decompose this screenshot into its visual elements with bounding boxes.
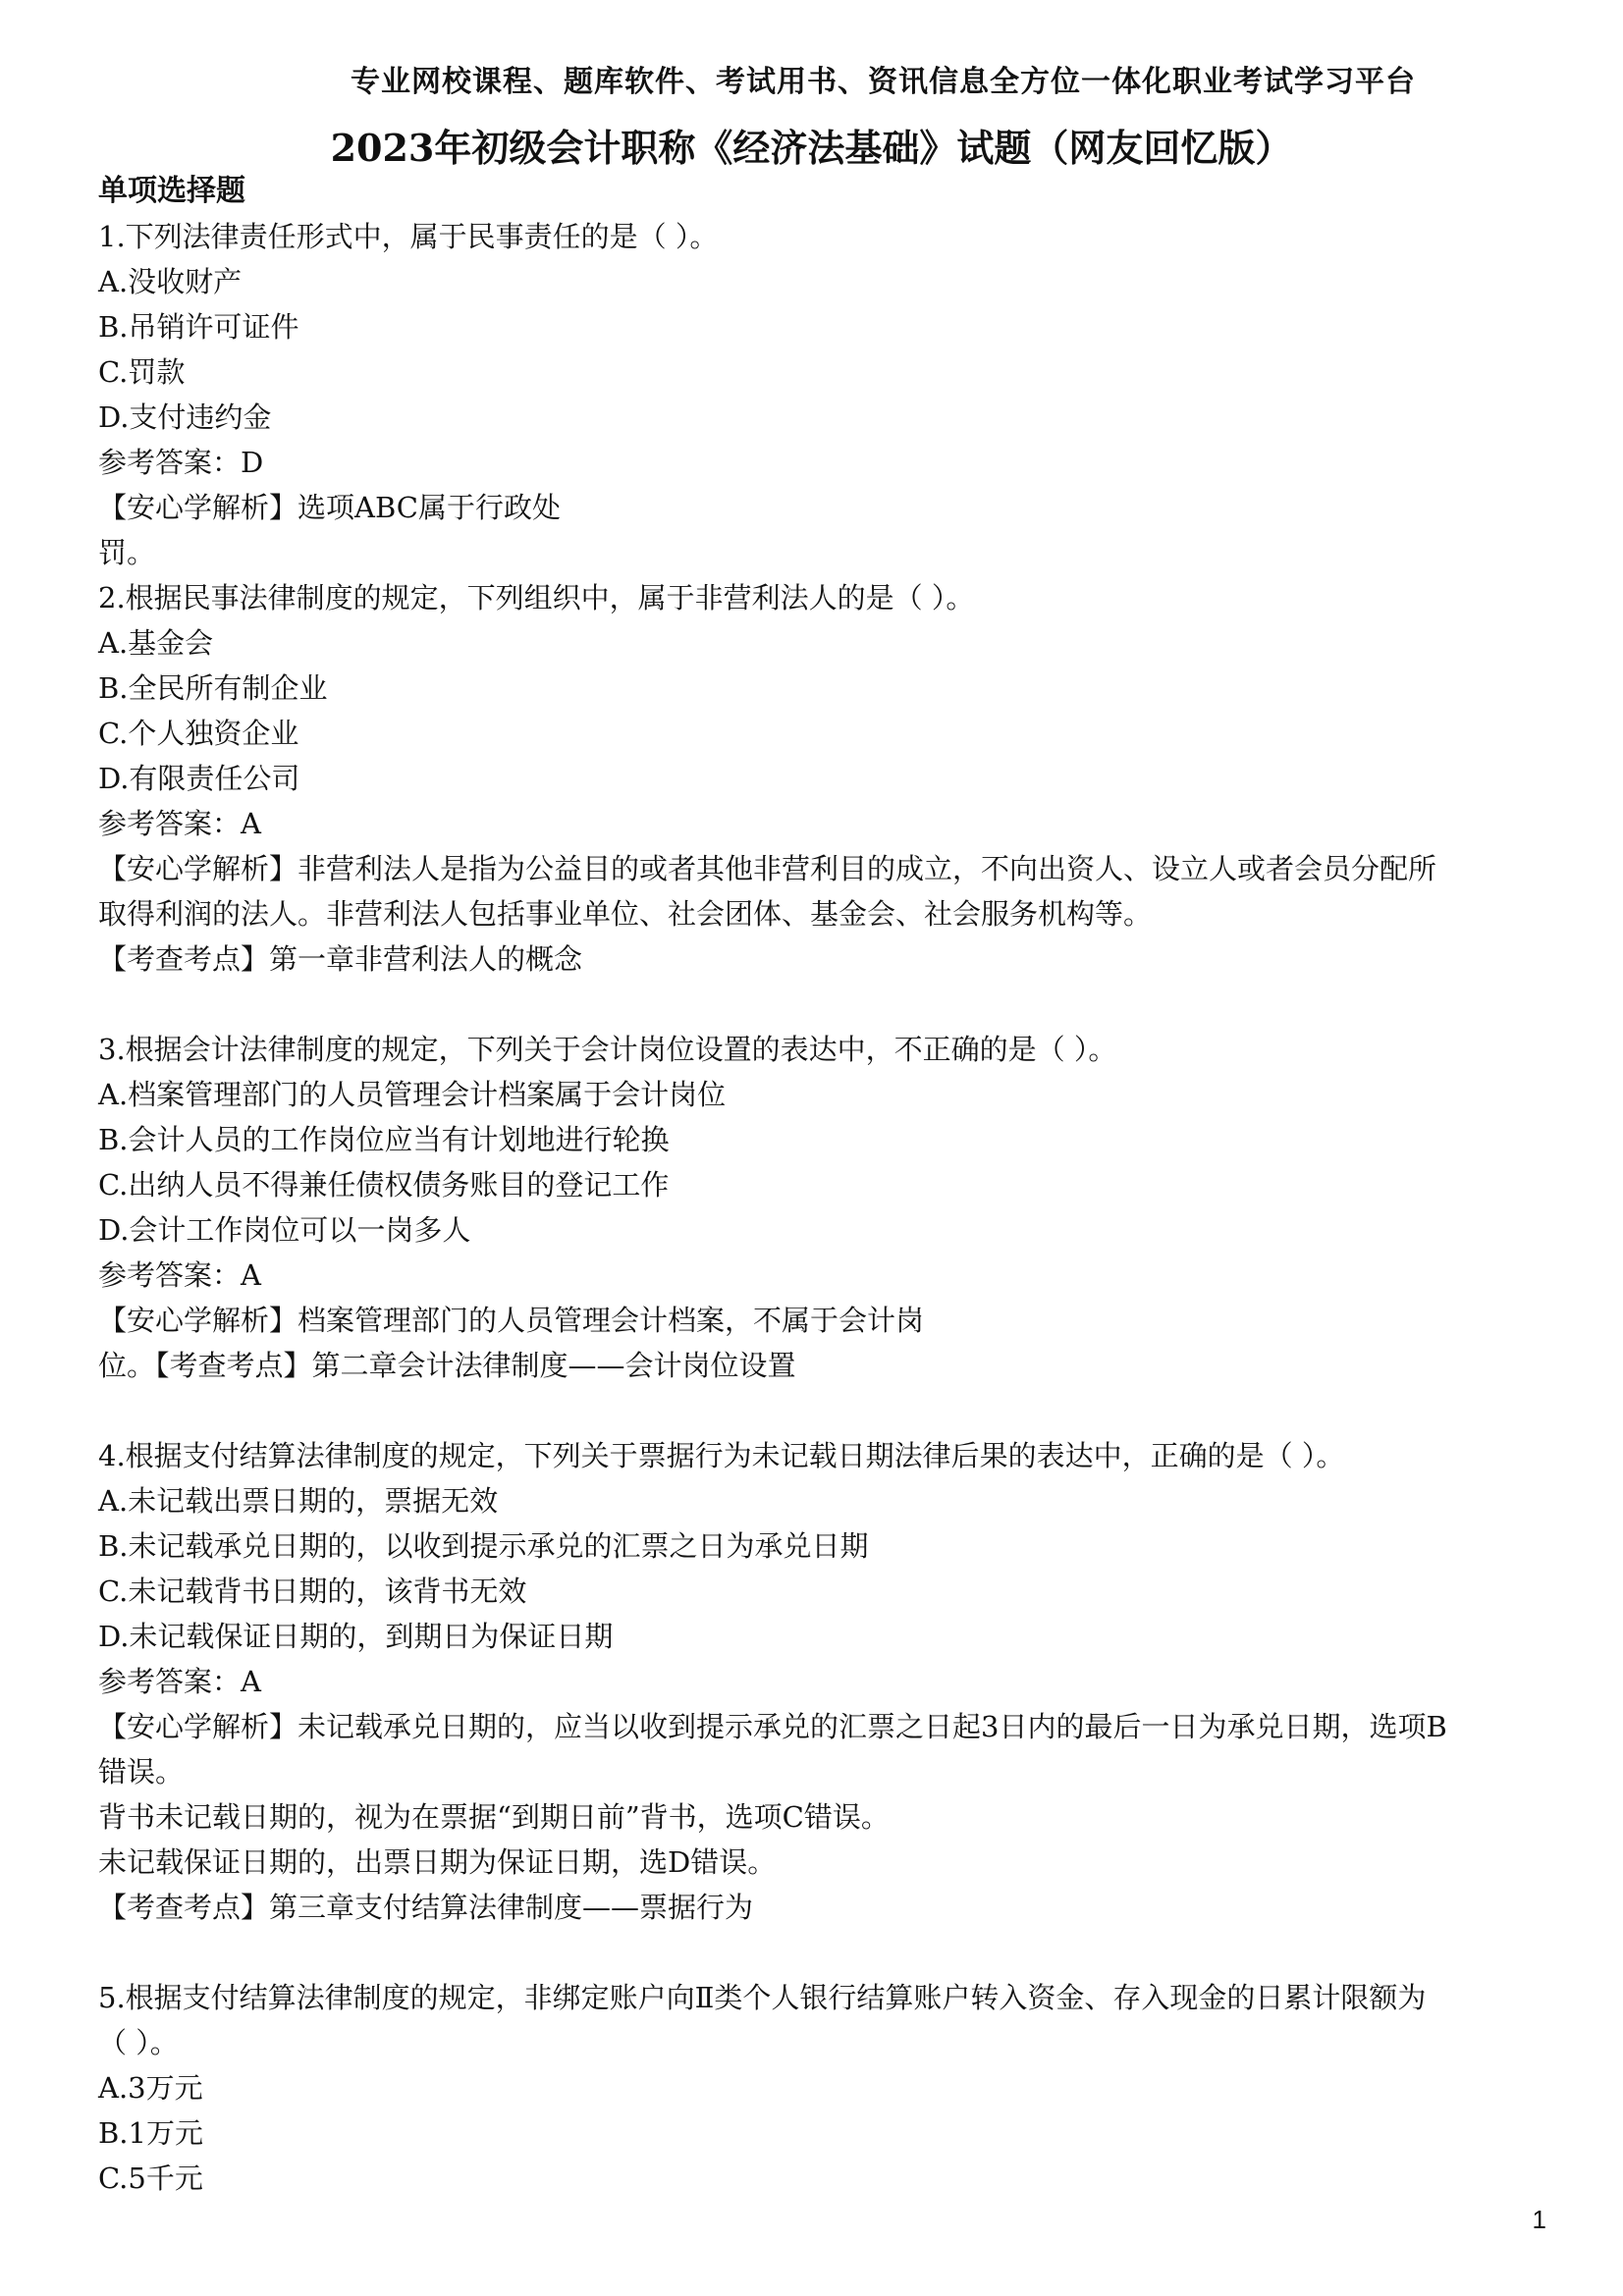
option-c: C.罚款 bbox=[98, 355, 186, 389]
question-5 bbox=[98, 1975, 1532, 2201]
option-b: B.会计人员的工作岗位应当有计划地进行轮换 bbox=[98, 1123, 670, 1156]
option-b: B.1万元 bbox=[98, 2116, 203, 2150]
option-b: B.未记载承兑日期的，以收到提示承兑的汇票之日为承兑日期 bbox=[98, 1529, 869, 1563]
question-stem: 3.根据会计法律制度的规定，下列关于会计岗位设置的表达中，不正确的是（ ）。 bbox=[98, 1033, 1117, 1066]
section-heading: 单项选择题 bbox=[98, 174, 245, 208]
spacer bbox=[98, 1388, 1532, 1433]
question-stem: 2.根据民事法律制度的规定，下列组织中，属于非营利法人的是（ ）。 bbox=[98, 581, 975, 614]
spacer bbox=[98, 1930, 1532, 1975]
option-d: D.支付违约金 bbox=[98, 400, 272, 434]
question-2 bbox=[98, 575, 1532, 982]
analysis-line: 罚。 bbox=[98, 536, 156, 569]
exam-point-line: 【考查考点】第三章支付结算法律制度——票据行为 bbox=[98, 1891, 754, 1924]
platform-header: 专业网校课程、题库软件、考试用书、资讯信息全方位一体化职业考试学习平台 bbox=[351, 65, 1416, 99]
analysis-line: 【安心学解析】未记载承兑日期的，应当以收到提示承兑的汇票之日起3日内的最后一日为承兑日期，选项B bbox=[98, 1710, 1447, 1743]
question-stem: 1.下列法律责任形式中，属于民事责任的是（ ）。 bbox=[98, 220, 719, 253]
spacer bbox=[98, 982, 1532, 1027]
analysis-line: 背书未记载日期的，视为在票据“到期日前”背书，选项C错误。 bbox=[98, 1800, 890, 1834]
question-1 bbox=[98, 214, 1532, 575]
analysis-line: 【安心学解析】非营利法人是指为公益目的或者其他非营利目的成立，不向出资人、设立人或者会员分配所 bbox=[98, 852, 1437, 885]
reference-answer: 参考答案：A bbox=[98, 807, 261, 840]
page-number: 1 bbox=[1532, 2205, 1546, 2234]
analysis-line: 未记载保证日期的，出票日期为保证日期，选D错误。 bbox=[98, 1845, 777, 1879]
analysis-line: 位。【考查考点】第二章会计法律制度——会计岗位设置 bbox=[98, 1349, 796, 1382]
question-4 bbox=[98, 1433, 1532, 1930]
option-c: C.个人独资企业 bbox=[98, 717, 299, 750]
option-a: A.基金会 bbox=[98, 626, 214, 660]
analysis-line: 【安心学解析】档案管理部门的人员管理会计档案，不属于会计岗 bbox=[98, 1304, 925, 1337]
exam-point-line: 【考查考点】第一章非营利法人的概念 bbox=[98, 942, 583, 976]
option-b: B.吊销许可证件 bbox=[98, 310, 299, 344]
page-title: 2023年初级会计职称《经济法基础》试题（网友回忆版） bbox=[330, 126, 1293, 170]
option-c: C.出纳人员不得兼任债权债务账目的登记工作 bbox=[98, 1168, 670, 1201]
question-stem: （ ）。 bbox=[98, 2026, 179, 2059]
question-stem: 5.根据支付结算法律制度的规定，非绑定账户向Ⅱ类个人银行结算账户转入资金、存入现金的日累计限额为 bbox=[98, 1981, 1427, 2014]
option-a: A.档案管理部门的人员管理会计档案属于会计岗位 bbox=[98, 1078, 727, 1111]
analysis-line: 取得利润的法人。非营利法人包括事业单位、社会团体、基金会、社会服务机构等。 bbox=[98, 897, 1153, 931]
reference-answer: 参考答案：D bbox=[98, 446, 264, 479]
option-d: D.有限责任公司 bbox=[98, 762, 300, 795]
content-body bbox=[98, 169, 1532, 2201]
option-c: C.未记载背书日期的，该背书无效 bbox=[98, 1575, 527, 1608]
question-stem: 4.根据支付结算法律制度的规定，下列关于票据行为未记载日期法律后果的表达中，正确的是（ ）。 bbox=[98, 1439, 1345, 1472]
option-a: A.3万元 bbox=[98, 2071, 203, 2105]
option-c: C.5千元 bbox=[98, 2162, 203, 2195]
analysis-line: 错误。 bbox=[98, 1755, 185, 1789]
option-d: D.未记载保证日期的，到期日为保证日期 bbox=[98, 1620, 614, 1653]
reference-answer: 参考答案：A bbox=[98, 1258, 261, 1292]
reference-answer: 参考答案：A bbox=[98, 1665, 261, 1698]
question-3 bbox=[98, 1027, 1532, 1388]
option-b: B.全民所有制企业 bbox=[98, 671, 328, 705]
analysis-line: 【安心学解析】选项ABC属于行政处 bbox=[98, 491, 561, 524]
option-d: D.会计工作岗位可以一岗多人 bbox=[98, 1213, 471, 1247]
option-a: A.未记载出票日期的，票据无效 bbox=[98, 1484, 499, 1518]
option-a: A.没收财产 bbox=[98, 265, 243, 298]
